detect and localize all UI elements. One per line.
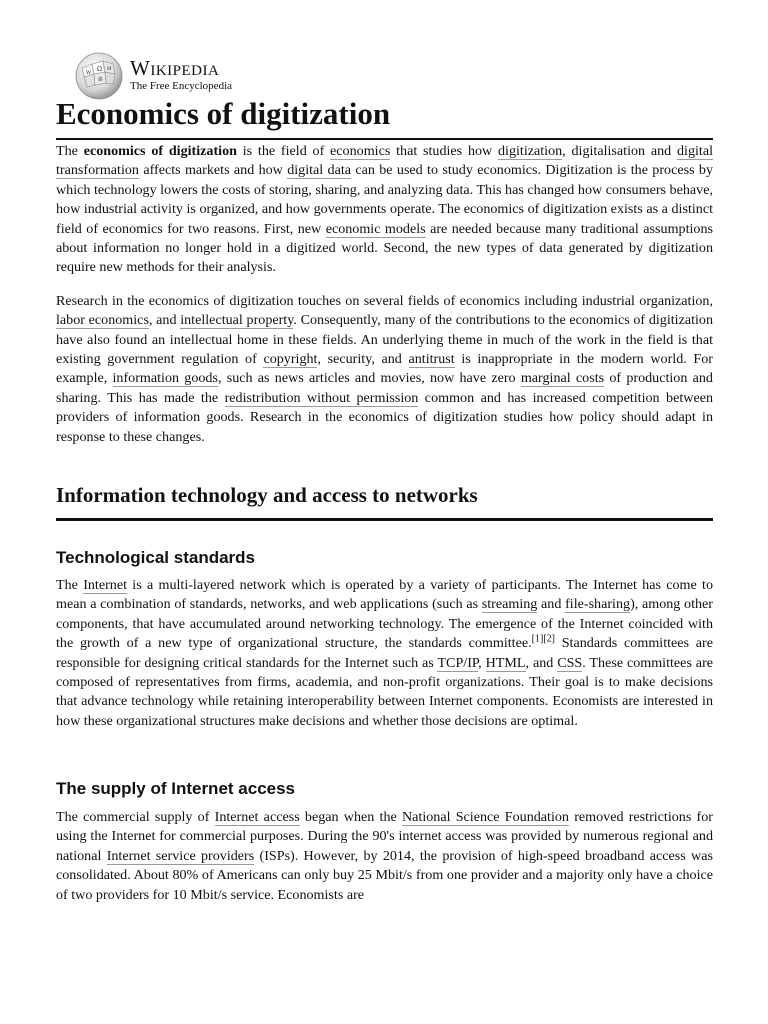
link-file-sharing[interactable]: file-sharing (565, 596, 631, 613)
subsection-heading-supply-of-internet-access: The supply of Internet access (56, 779, 296, 798)
wikipedia-logo[interactable] (74, 50, 232, 100)
wordmark-title: Wikipedia (130, 56, 220, 80)
section-heading-information-technology: Information technology and access to networks (56, 483, 713, 520)
link-copyright[interactable]: copyright (263, 351, 318, 368)
subsection-heading-technological-standards: Technological standards (56, 548, 256, 567)
section-divider (56, 520, 713, 521)
link-economics[interactable]: economics (330, 143, 391, 159)
link-redistribution-without-permission[interactable]: redistribution without permission (224, 389, 419, 406)
svg-text:維: 維 (98, 77, 104, 83)
intro-paragraph-1: The economics of digitization is the field of economics that studies how digitization, digitalisation and digital transformation affects markets and how digital data can be used to study economics. Digitization is the process by which technology lowers the costs of storing, sharing, and analyzing data. This has changed how consumers behave, how industrial activity is organized, and how governments operate. The economics of digitization exists as a distinct field of economics for two reasons. First, new economic models are needed because many traditional assumptions about information no longer hold in a digitized world. Second, the new types of data generated by digitization require new methods for their analysis. (56, 143, 714, 276)
bold-term: economics of digitization (83, 143, 237, 159)
svg-text:W: W (86, 70, 92, 76)
link-antitrust[interactable]: antitrust (408, 351, 455, 368)
link-css[interactable]: CSS (557, 654, 583, 671)
link-marginal-costs[interactable]: marginal costs (520, 370, 605, 387)
link-digitization[interactable]: digitization (498, 143, 563, 159)
link-intellectual-property[interactable]: intellectual property (180, 312, 294, 329)
wordmark-tagline: The Free Encyclopedia (130, 80, 233, 92)
link-digital-transformation[interactable]: digital transformation (56, 143, 714, 179)
page-title: Economics of digitization (56, 96, 713, 140)
link-internet-service-providers[interactable]: Internet service providers (106, 847, 255, 864)
link-html[interactable]: HTML (485, 654, 526, 671)
link-streaming[interactable]: streaming (481, 596, 538, 613)
link-internet-access[interactable]: Internet access (214, 809, 300, 825)
wordmark (130, 58, 232, 92)
link-labor-economics[interactable]: labor economics (56, 312, 149, 329)
link-economic-models[interactable]: economic models (325, 220, 426, 237)
supply-of-internet-access-section (56, 808, 713, 919)
intro-section (56, 142, 713, 461)
intro-paragraph-2: Research in the economics of digitization touches on several fields of economics including industrial organization, labor economics, and intellectual property. Consequently, many of the contributions to the economics of digitization have also found an intellectual home in these fields. An underlying theme in much of the work in the field is that existing government regulation of copyright, security, and antitrust is inappropriate in the modern world. For example, information goods, such as news articles and movies, now have zero marginal costs of production and sharing. This has made the redistribution without permission common and has increased competition between providers of information goods. Research in the economics of digitization studies how policy should adapt in response to these changes. (56, 292, 714, 445)
technological-standards-section (56, 576, 713, 745)
svg-text:И: И (107, 66, 112, 72)
link-information-goods[interactable]: information goods (112, 370, 218, 387)
link-digital-data[interactable]: digital data (287, 162, 352, 179)
link-tcp-ip[interactable]: TCP/IP (437, 654, 479, 671)
wikipedia-globe-icon (74, 50, 124, 100)
supply-of-internet-access-paragraph: The commercial supply of Internet access began when the National Science Foundation removed restrictions for using the Internet for commercial purposes. During the 90's internet access was provided by numerous regional and national Internet service providers (ISPs). However, by 2014, the provision of high-speed broadband access was consolidated. About 80% of Americans can only buy 25 Mbit/s from one provider and a majority only have a choice of two providers for 10 Mbit/s service. Economists are (56, 809, 713, 903)
citation-ref[interactable]: [1][2] (531, 633, 555, 645)
svg-text:Ω: Ω (97, 66, 102, 73)
link-internet[interactable]: Internet (83, 577, 128, 593)
technological-standards-paragraph: The Internet is a multi-layered network which is operated by a variety of participants. The Internet has come to mean a combination of standards, networks, and web applications (such as streaming and file-sharing), among other components, that have accumulated around networking technology. The emergence of the Internet coincided with the growth of a new type of organizational structure, the standards committee.[1][2] Standards committees are responsible for designing critical standards for the Internet such as TCP/IP, HTML, and CSS. These committees are composed of representatives from firms, academia, and non-profit organizations. Their goal is to make decisions that advance technology while retaining interoperability between Internet components. Economists are interested in how these organizational structures make decisions and whether those decisions are optimal. (56, 577, 714, 729)
link-national-science-foundation[interactable]: National Science Foundation (401, 809, 569, 825)
